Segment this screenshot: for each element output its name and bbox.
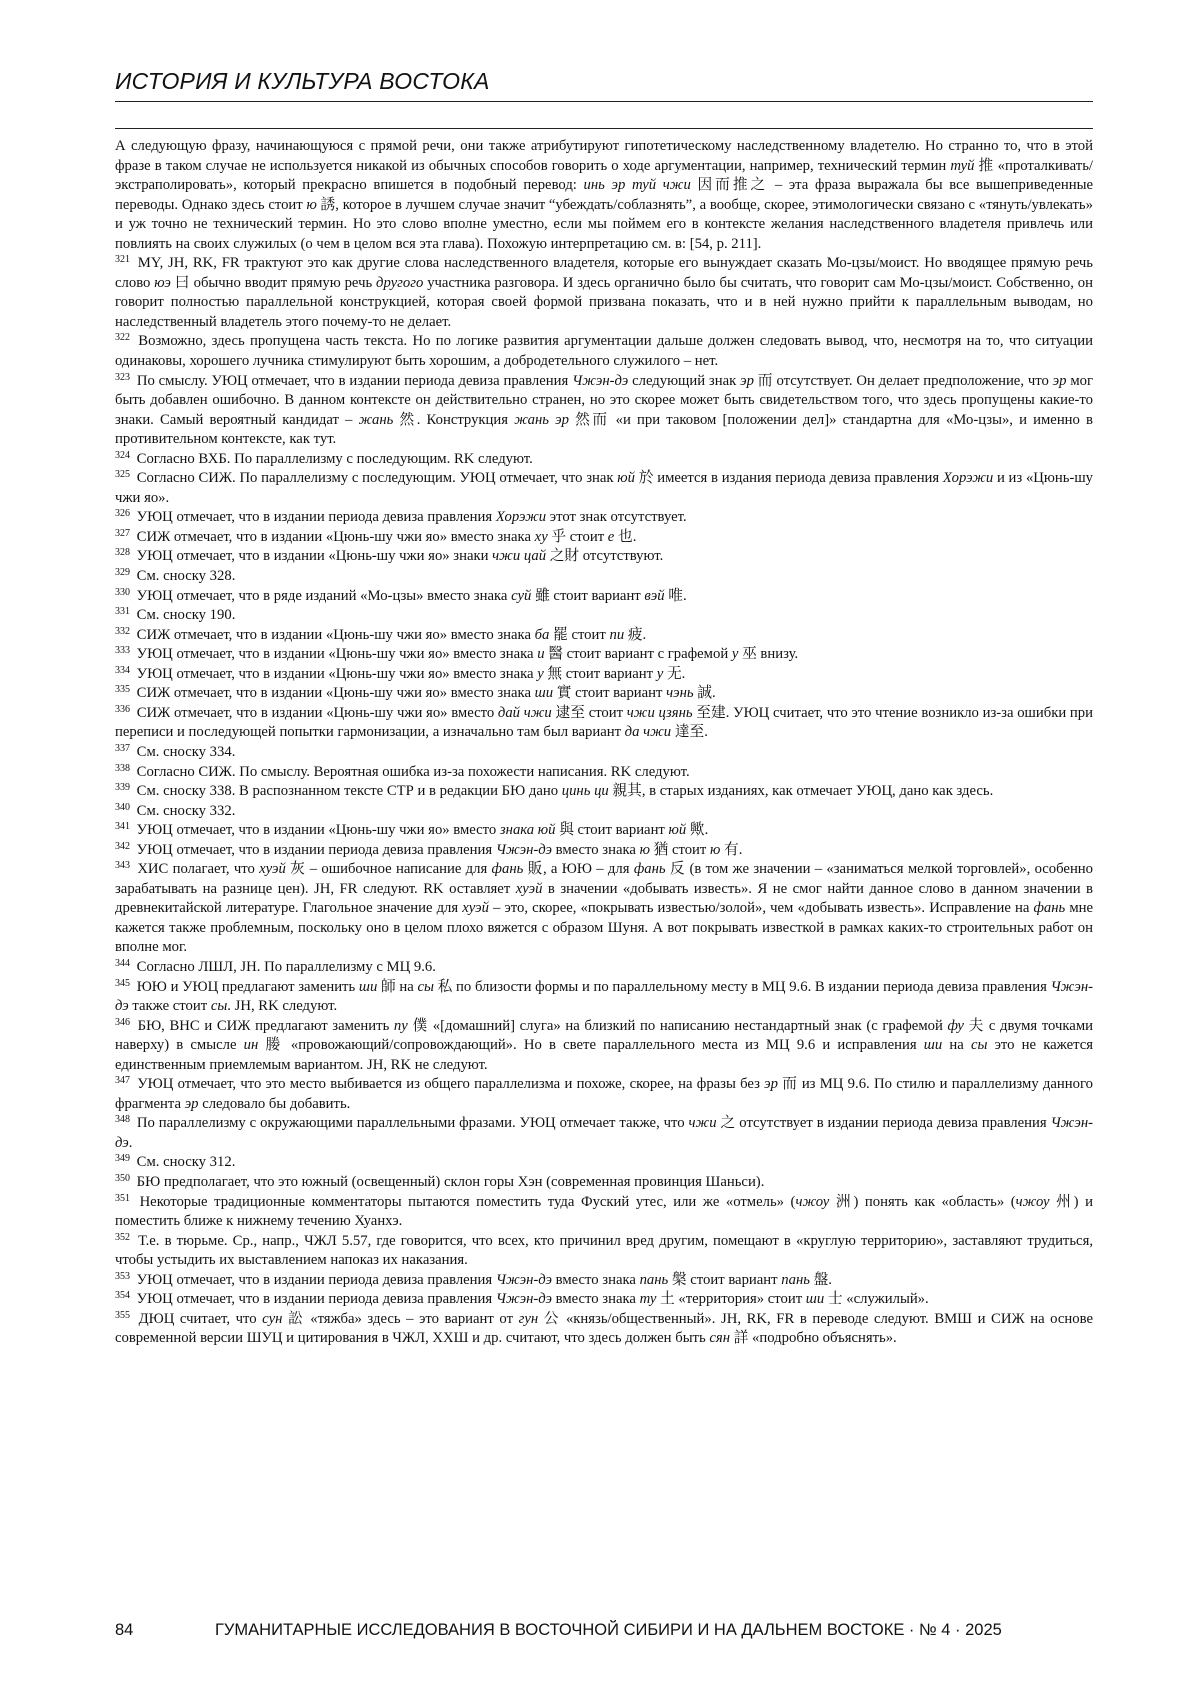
italic-term: чжоу <box>795 1193 830 1210</box>
footnote-number: 344 <box>115 957 130 969</box>
footnote-number: 324 <box>115 449 130 461</box>
footnote-number: 355 <box>115 1309 130 1321</box>
footnote-332: $^{332}$ СИЖ отмечает, что в издании «Цюнь-шу чжи яо» вместо знака ба 罷 стоит пи 疲. <box>115 625 647 643</box>
footnote-number: 346 <box>115 1016 130 1028</box>
italic-term: хуэй <box>259 861 286 878</box>
footnote-331: $^{331}$ См. сноску 190. <box>115 606 236 624</box>
footnote-336: $^{336}$ СИЖ отмечает, что в издании «Цюнь-шу чжи яо» вместо дай чжи 逮至 стоит чжи цзянь 至建. УЮЦ считает, что это чтение возникло из-за ошибки при переписи и последующей попытки гармонизации, а изначально там был вариант да чжи 達至. <box>115 703 1093 741</box>
italic-term: хуэй <box>462 900 489 917</box>
footnote-340: $^{340}$ См. сноску 332. <box>115 801 236 819</box>
footnote-number: 335 <box>115 684 130 696</box>
italic-term: жань <box>358 411 394 428</box>
footnote-327: $^{327}$ СИЖ отмечает, что в издании «Цюнь-шу чжи яо» вместо знака ху 乎 стоит е 也. <box>115 527 637 545</box>
footnote-341: $^{341}$ УЮЦ отмечает, что в издании «Цюнь-шу чжи яо» вместо знака юй 與 стоит вариант юй 歟. <box>115 821 709 839</box>
footnote-345: $^{345}$ ЮЮ и УЮЦ предлагают заменить ши 師 на сы 私 по близости формы и по параллельному месту в МЦ 9.6. В издании периода девиза правления Чжэн-дэ также стоит сы. JH, RK следуют. <box>115 977 1093 1015</box>
footnote-number: 327 <box>115 527 130 539</box>
italic-term: туй <box>950 157 975 174</box>
italic-term: сы <box>417 978 434 995</box>
page-number: 84 <box>115 1621 134 1639</box>
journal-title: ГУМАНИТАРНЫЕ ИССЛЕДОВАНИЯ В ВОСТОЧНОЙ СИБИРИ И НА ДАЛЬНЕМ ВОСТОКЕ · № 4 · 2025 <box>215 1621 1002 1639</box>
italic-term: суй <box>511 587 532 604</box>
italic-term: пань <box>781 1271 810 1288</box>
footnote-number: 323 <box>115 371 130 383</box>
italic-term: Чжэн-дэ <box>495 1271 552 1288</box>
italic-term: цинь ци <box>561 783 609 800</box>
italic-term: ши <box>923 1037 943 1054</box>
italic-term: ши <box>534 685 554 702</box>
page-footer <box>115 1621 1093 1640</box>
italic-term: ши <box>805 1291 825 1308</box>
footnote-328: $^{328}$ УЮЦ отмечает, что в издании «Цюнь-шу чжи яо» знаки чжи цай 之財 отсутствуют. <box>115 547 664 565</box>
italic-term: дай чжи <box>497 704 552 721</box>
italic-term: ю <box>306 196 317 213</box>
italic-term: чжи цай <box>492 548 547 565</box>
italic-term: е <box>607 528 615 545</box>
italic-term: фань <box>1033 900 1066 917</box>
italic-term: пань <box>639 1271 669 1288</box>
footnote-330: $^{330}$ УЮЦ отмечает, что в ряде изданий «Мо-цзы» вместо знака суй 雖 стоит вариант вэй 唯. <box>115 586 687 604</box>
page-body <box>115 137 1093 1349</box>
footnote-344: $^{344}$ Согласно ЛШЛ, JH. По параллелизму с МЦ 9.6. <box>115 957 436 975</box>
footnote-number: 326 <box>115 508 130 520</box>
footnote-number: 347 <box>115 1075 130 1087</box>
italic-term: ба <box>534 626 550 643</box>
italic-term: фань <box>491 861 524 878</box>
footnote-349: $^{349}$ См. сноску 312. <box>115 1153 236 1171</box>
italic-term: юэ <box>154 274 171 291</box>
header-divider <box>115 128 1093 129</box>
footnote-number: 353 <box>115 1270 130 1282</box>
footnote-335: $^{335}$ СИЖ отмечает, что в издании «Цюнь-шу чжи яо» вместо знака ши 實 стоит вариант чэнь 誠. <box>115 684 716 702</box>
italic-term: эр <box>1052 372 1067 389</box>
footnote-351: $^{351}$ Некоторые традиционные комментаторы пытаются поместить туда Фуский утес, или же «отмель» (чжоу 洲) понять как «область» (чжоу 州) и поместить ближе к нижнему течению Хуанхэ. <box>115 1192 1093 1230</box>
footnote-number: 350 <box>115 1172 130 1184</box>
footnote-321: $^{321}$ MY, JH, RK, FR трактуют это как другие слова наследственного владетеля, которые его вынуждает сказать Мо-цзы/моист. Но вводящее прямую речь слово юэ 曰 обычно вводит прямую речь другого участника разговора. И здесь органично было бы считать, что говорит сам Мо-цзы/моист. Собственно, он говорит полностью параллельной конструкцией, которая своей формой призвана показать, что и в ней нужно прийти к параллельным выводам, но наследственный владетель этого почему-то не делает. <box>115 254 1093 330</box>
footnote-346: $^{346}$ БЮ, ВНС и СИЖ предлагают заменить пу 僕 «[домашний] слуга» на близкий по написанию нестандартный знак (с графемой фу 夫 с двумя точками наверху) в смысле ин 媵 «провожающий/сопровождающий». Но в свете параллельного места из МЦ 9.6 и исправления ши на сы это не кажется единственным приемлемым вариантом. JH, RK не следуют. <box>115 1016 1094 1073</box>
footnote-354: $^{354}$ УЮЦ отмечает, что в издании периода девиза правления Чжэн-дэ вместо знака ту 土 «территория» стоит ши 士 «служилый». <box>115 1290 929 1308</box>
footnote-342: $^{342}$ УЮЦ отмечает, что в издании периода девиза правления Чжэн-дэ вместо знака ю 猶 стоит ю 有. <box>115 840 743 858</box>
italic-term: ин <box>243 1037 259 1054</box>
footnote-number: 330 <box>115 586 130 598</box>
italic-term: Чжэн-дэ <box>572 372 629 389</box>
italic-term: чжи <box>688 1115 717 1132</box>
footnote-348: $^{348}$ По параллелизму с окружающими параллельными фразами. УЮЦ отмечает также, что чжи 之 отсутствует в издании периода девиза правления Чжэн-дэ. <box>115 1114 1093 1151</box>
footnote-number: 340 <box>115 801 130 813</box>
footnote-number: 342 <box>115 840 130 852</box>
footnote-339: $^{339}$ См. сноску 338. В распознанном тексте СТР и в редакции БЮ дано цинь ци 親其, в старых изданиях, как отмечает УЮЦ, дано как здесь. <box>115 782 994 800</box>
footnote-number: 329 <box>115 567 130 579</box>
footnote-334: $^{334}$ УЮЦ отмечает, что в издании «Цюнь-шу чжи яо» вместо знака у 無 стоит вариант у 无. <box>115 664 686 682</box>
footnote-343: $^{343}$ ХИС полагает, что хуэй 灰 – ошибочное написание для фань 販, а ЮЮ – для фань 反 (в том же значении – «заниматься мелкой торговлей», особенно зарабатывать на разнице цен). JH, FR следуют. RK оставляет хуэй в значении «добывать известь». Я не смог найти данное слово в данном значении в древнекитайской литературе. Глагольное значение для хуэй – это, скорее, «покрывать известью/золой», чем «добывать известь». Исправление на фань мне кажется также проблемным, поскольку оно в целом плохо вяжется с образом Шуня. А вот покрывать известкой в рамках каких-то строительных работ он вполне мог. <box>115 860 1094 956</box>
italic-term: чжоу <box>1015 1193 1050 1210</box>
italic-term: пи <box>609 626 625 643</box>
footnote-329: $^{329}$ См. сноску 328. <box>115 567 236 585</box>
footnote-number: 336 <box>115 703 130 715</box>
footnote-number: 334 <box>115 664 130 676</box>
footnote-number: 332 <box>115 625 130 637</box>
footnote-number: 348 <box>115 1114 130 1126</box>
footnote-number: 328 <box>115 547 130 559</box>
section-title: ИСТОРИЯ И КУЛЬТУРА ВОСТОКА <box>115 68 490 94</box>
italic-term: знака юй <box>499 822 556 839</box>
italic-term: эр <box>764 1076 778 1093</box>
footnote-number: 351 <box>115 1192 130 1204</box>
italic-term: да чжи <box>624 724 672 741</box>
footnote-353: $^{353}$ УЮЦ отмечает, что в издании периода девиза правления Чжэн-дэ вместо знака пань 槃 стоит вариант пань 盤. <box>115 1270 832 1288</box>
footnote-347: $^{347}$ УЮЦ отмечает, что это место выбивается из общего параллелизма и похоже, скорее, на фразы без эр 而 из МЦ 9.6. По стилю и параллелизму данного фрагмента эр следовало бы добавить. <box>115 1075 1093 1112</box>
italic-term: вэй <box>644 587 665 604</box>
italic-term: сун <box>262 1310 283 1327</box>
italic-term: у <box>731 646 739 663</box>
footnote-number: 341 <box>115 821 130 833</box>
footnote-325: $^{325}$ Согласно СИЖ. По параллелизму с последующим. УЮЦ отмечает, что знак юй 於 имеется в издания периода девиза правления Хорэжи и из «Цюнь-шу чжи яо». <box>115 469 1093 506</box>
footnote-number: 354 <box>115 1290 130 1302</box>
footnote-337: $^{337}$ См. сноску 334. <box>115 742 236 760</box>
footnote-338: $^{338}$ Согласно СИЖ. По смыслу. Вероятная ошибка из-за похожести написания. RK следуют. <box>115 762 690 780</box>
footnote-number: 321 <box>115 254 130 266</box>
italic-term: хуэй <box>515 880 543 897</box>
footnote-323: $^{323}$ По смыслу. УЮЦ отмечает, что в издании периода девиза правления Чжэн-дэ следующий знак эр 而 отсутствует. Он делает предположение, что эр мог быть добавлен ошибочно. В данном контексте он действительно странен, но это скорее может быть свидетельством того, что здесь пропущены какие-то знаки. Самый вероятный кандидат – жань 然. Конструкция жань эр 然而 «и при таковом [положении дел]» стандартна для «Мо-цзы», и именно в противительном контексте, как тут. <box>115 371 1093 448</box>
italic-term: ю <box>639 841 650 858</box>
footnote-number: 345 <box>115 977 130 989</box>
italic-term: Чжэн-дэ <box>115 978 1093 1015</box>
footnote-number: 343 <box>115 860 130 872</box>
intro-paragraph: А следующую фразу, начинающуюся с прямой речи, они также атрибутируют гипотетическому наследственному владетелю. Но странно то, что в этой фразе в таком случае не используется никакой из обычных способов говорить о ходе аргументации, например, технический термин туй 推 «проталкивать/экстраполировать», который прекрасно впишется в подобный перевод: инь эр туй чжи 因而推之 – эта фраза выражала бы все вышеприведенные переводы. Однако здесь стоит ю 誘, которое в лучшем случае значит “убеждать/соблазнять”, а вообще, скорее, этимологически связано с «тянуть/увлекать» и уж точно не технический термин. Но это слово вполне уместно, если мы поймем его в контексте желания наследственного владетеля привлечь или повлиять на своих служилых (о чем в целом вся эта глава). Похожую интерпретацию см. в: [54, p. 211]. <box>115 138 1093 252</box>
italic-term: эр <box>740 372 754 389</box>
italic-term: эр <box>184 1095 199 1112</box>
italic-term: чэнь <box>666 685 694 702</box>
italic-term: Чжэн-дэ <box>115 1115 1093 1151</box>
italic-term: сян <box>709 1330 730 1347</box>
footnote-number: 333 <box>115 645 130 657</box>
italic-term: юй <box>668 822 687 839</box>
italic-term: фу <box>947 1017 964 1034</box>
footnote-352: $^{352}$ Т.е. в тюрьме. Ср., напр., ЧЖЛ 5.57, где говорится, что всех, кто причинил вред другим, помещают в «круглую территорию», заставляют трудиться, чтобы устыдить их выставлением напоказ их наказания. <box>115 1231 1093 1269</box>
footnote-number: 352 <box>115 1231 130 1243</box>
footnote-number: 322 <box>115 332 130 344</box>
footnote-number: 338 <box>115 762 130 774</box>
footnote-number: 337 <box>115 742 130 754</box>
footnote-number: 349 <box>115 1153 130 1165</box>
italic-term: ю <box>710 841 721 858</box>
italic-term: Чжэн-дэ <box>495 841 552 858</box>
italic-term: и <box>537 646 545 663</box>
italic-term: у <box>656 665 664 682</box>
italic-term: Хорэжи <box>495 509 547 526</box>
italic-term: сы <box>970 1037 988 1054</box>
footnote-322: $^{322}$ Возможно, здесь пропущена часть текста. Но по логике развития аргументации дальше должен следовать вывод, что, несмотря на то, что ситуации одинаковы, хорошего лучника стимулируют быть хорошим, а добродетельного служилого – нет. <box>115 332 1093 370</box>
italic-term: гун <box>518 1310 539 1327</box>
footnote-326: $^{326}$ УЮЦ отмечает, что в издании периода девиза правления Хорэжи этот знак отсутствует. <box>115 508 687 526</box>
footnote-350: $^{350}$ БЮ предполагает, что это южный (освещенный) склон горы Хэн (современная провинция Шаньси). <box>115 1172 765 1190</box>
footnote-number: 325 <box>115 469 130 481</box>
footnote-324: $^{324}$ Согласно ВХБ. По параллелизму с последующим. RK следуют. <box>115 449 533 467</box>
footnote-number: 331 <box>115 606 130 618</box>
italic-term: ху <box>534 528 548 545</box>
italic-term: юй <box>617 470 635 487</box>
italic-term: пу <box>393 1017 408 1034</box>
italic-term: сы <box>210 998 228 1015</box>
italic-term: Чжэн-дэ <box>495 1291 552 1308</box>
running-header <box>115 68 1093 102</box>
italic-term: чжи цзянь <box>626 704 693 721</box>
footnotes-list <box>115 254 1093 1349</box>
footnote-number: 339 <box>115 782 130 794</box>
italic-term: жань эр <box>514 411 569 428</box>
italic-term: инь эр туй чжи <box>583 177 691 194</box>
italic-term: фань <box>633 861 666 878</box>
italic-term: ши <box>358 978 378 995</box>
italic-term: другого <box>376 274 424 291</box>
italic-term: ту <box>639 1291 657 1308</box>
footnote-333: $^{333}$ УЮЦ отмечает, что в издании «Цюнь-шу чжи яо» вместо знака и 醫 стоит вариант с графемой у 巫 внизу. <box>115 645 799 663</box>
italic-term: Хорэжи <box>942 470 994 487</box>
italic-term: у <box>537 665 544 682</box>
footnote-355: $^{355}$ ДЮЦ считает, что сун 訟 «тяжба» здесь – это вариант от гун 公 «князь/общественный». JH, RK, FR в переводе следуют. ВМШ и СИЖ на основе современной версии ШУЦ и цитирования в ЧЖЛ, ХХШ и др. считают, что здесь должен быть сян 詳 «подробно объяснять». <box>115 1309 1093 1347</box>
